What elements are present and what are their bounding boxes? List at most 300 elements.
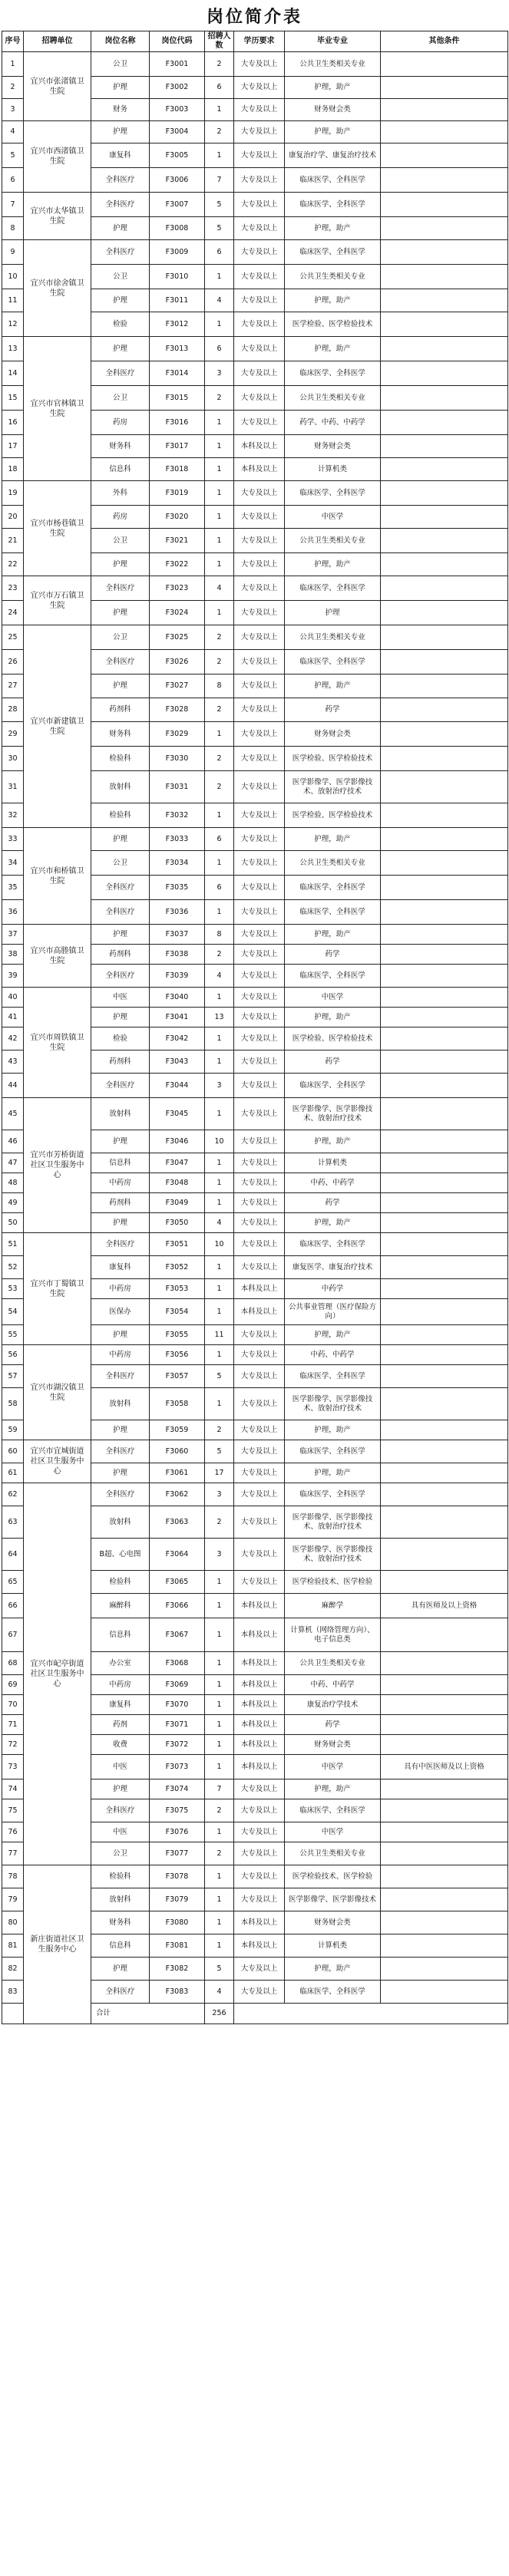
- education-requirement: 大专及以上: [234, 945, 285, 965]
- graduate-major: 医学检验、医学检验技术: [285, 312, 381, 337]
- other-conditions: [381, 52, 508, 77]
- education-requirement: 本科及以上: [234, 435, 285, 458]
- graduate-major: 药学: [285, 1715, 381, 1735]
- education-requirement: 大专及以上: [234, 965, 285, 988]
- row-number: 13: [2, 337, 24, 361]
- other-conditions: [381, 722, 508, 747]
- education-requirement: 大专及以上: [234, 803, 285, 828]
- row-number: 56: [2, 1345, 24, 1365]
- table-row: [2, 576, 508, 601]
- table-row: [2, 52, 508, 77]
- position-code: F3051: [150, 1233, 205, 1256]
- recruit-count: 2: [205, 771, 234, 803]
- recruit-count: 1: [205, 1911, 234, 1934]
- position-code: F3067: [150, 1618, 205, 1652]
- position-code: F3026: [150, 650, 205, 675]
- graduate-major: 医学检验技术、医学检验: [285, 1865, 381, 1888]
- graduate-major: 医学检验、医学检验技术: [285, 803, 381, 828]
- position-name: 放射科: [91, 1888, 150, 1911]
- position-code: F3007: [150, 193, 205, 217]
- position-name: 公卫: [91, 52, 150, 77]
- position-code: F3062: [150, 1483, 205, 1506]
- education-requirement: 大专及以上: [234, 240, 285, 265]
- row-number: 54: [2, 1299, 24, 1325]
- education-requirement: 大专及以上: [234, 506, 285, 529]
- position-name: 全科医疗: [91, 240, 150, 265]
- other-conditions: [381, 481, 508, 506]
- recruit-count: 3: [205, 361, 234, 386]
- table-row: [2, 1865, 508, 1888]
- graduate-major: 护理，助产: [285, 675, 381, 698]
- recruit-count: 5: [205, 193, 234, 217]
- position-name: 康复科: [91, 1695, 150, 1715]
- graduate-major: 医学影像学、医学影像技术、放射治疗技术: [285, 1388, 381, 1420]
- other-conditions: [381, 1008, 508, 1027]
- position-name: 护理: [91, 675, 150, 698]
- position-code: F3078: [150, 1865, 205, 1888]
- other-conditions: [381, 458, 508, 481]
- graduate-major: 公共卫生类相关专业: [285, 265, 381, 289]
- position-code: F3022: [150, 553, 205, 576]
- recruit-count: 1: [205, 553, 234, 576]
- other-conditions: [381, 851, 508, 876]
- graduate-major: 护理，助产: [285, 1463, 381, 1483]
- graduate-major: 药学: [285, 1193, 381, 1213]
- graduate-major: 医学影像学、医学影像技术、放射治疗技术: [285, 1506, 381, 1539]
- row-number: 78: [2, 1865, 24, 1888]
- table-row: [2, 481, 508, 506]
- education-requirement: 大专及以上: [234, 722, 285, 747]
- position-name: 中药房: [91, 1279, 150, 1299]
- header-education: 学历要求: [234, 31, 285, 52]
- graduate-major: 护理，助产: [285, 337, 381, 361]
- row-number: 28: [2, 698, 24, 722]
- row-number: 72: [2, 1735, 24, 1755]
- position-name: 外科: [91, 481, 150, 506]
- graduate-major: 中药、中药学: [285, 1675, 381, 1695]
- other-conditions: [381, 168, 508, 193]
- position-code: F3059: [150, 1420, 205, 1440]
- row-number: 3: [2, 99, 24, 121]
- position-code: F3029: [150, 722, 205, 747]
- graduate-major: 麻醉学: [285, 1594, 381, 1618]
- position-name: 公卫: [91, 851, 150, 876]
- other-conditions: [381, 771, 508, 803]
- position-code: F3075: [150, 1799, 205, 1822]
- graduate-major: 临床医学、全科医学: [285, 1365, 381, 1388]
- recruit-count: 1: [205, 143, 234, 168]
- table-row: [2, 240, 508, 265]
- other-conditions: [381, 1715, 508, 1735]
- position-code: F3045: [150, 1098, 205, 1130]
- graduate-major: 公共卫生类相关专业: [285, 1652, 381, 1675]
- row-number: 63: [2, 1506, 24, 1539]
- recruiting-unit: 宜兴市湖㳇镇卫生院: [24, 1345, 91, 1440]
- row-number: 22: [2, 553, 24, 576]
- recruit-count: 6: [205, 77, 234, 99]
- graduate-major: 中药、中药学: [285, 1345, 381, 1365]
- other-conditions: [381, 1539, 508, 1571]
- row-number: 66: [2, 1594, 24, 1618]
- recruit-count: 1: [205, 1027, 234, 1051]
- position-name: 公卫: [91, 529, 150, 553]
- other-conditions: [381, 386, 508, 411]
- position-name: 全科医疗: [91, 1074, 150, 1098]
- row-number: 27: [2, 675, 24, 698]
- row-number: 36: [2, 900, 24, 925]
- position-name: 护理: [91, 1325, 150, 1345]
- position-code: F3023: [150, 576, 205, 601]
- recruit-count: 2: [205, 52, 234, 77]
- graduate-major: 临床医学、全科医学: [285, 193, 381, 217]
- row-number: 25: [2, 625, 24, 650]
- position-name: 全科医疗: [91, 965, 150, 988]
- graduate-major: 临床医学、全科医学: [285, 1074, 381, 1098]
- other-conditions: 具有中医医师及以上资格: [381, 1755, 508, 1779]
- other-conditions: [381, 1934, 508, 1958]
- position-name: 检验科: [91, 747, 150, 771]
- position-code: F3032: [150, 803, 205, 828]
- other-conditions: [381, 965, 508, 988]
- position-table: [2, 31, 508, 2024]
- recruit-count: 17: [205, 1463, 234, 1483]
- recruit-count: 1: [205, 1571, 234, 1594]
- position-code: F3039: [150, 965, 205, 988]
- other-conditions: [381, 1822, 508, 1842]
- row-number: 68: [2, 1652, 24, 1675]
- row-number: 23: [2, 576, 24, 601]
- page-title: 岗位简介表: [206, 6, 302, 27]
- recruit-count: 1: [205, 900, 234, 925]
- position-code: F3011: [150, 289, 205, 312]
- total-label: 合计: [2, 2004, 205, 2024]
- other-conditions: [381, 1213, 508, 1233]
- graduate-major: 临床医学、全科医学: [285, 240, 381, 265]
- position-name: 放射科: [91, 1098, 150, 1130]
- position-code: F3033: [150, 828, 205, 851]
- education-requirement: 大专及以上: [234, 1420, 285, 1440]
- header-unit: 招聘单位: [24, 31, 91, 52]
- education-requirement: 大专及以上: [234, 1842, 285, 1865]
- education-requirement: 大专及以上: [234, 851, 285, 876]
- recruit-count: 2: [205, 1842, 234, 1865]
- position-code: F3055: [150, 1325, 205, 1345]
- row-number: 62: [2, 1483, 24, 1506]
- position-name: 财务科: [91, 722, 150, 747]
- graduate-major: 护理，助产: [285, 77, 381, 99]
- recruit-count: 1: [205, 312, 234, 337]
- other-conditions: [381, 312, 508, 337]
- row-number: 65: [2, 1571, 24, 1594]
- education-requirement: 大专及以上: [234, 386, 285, 411]
- row-number: 14: [2, 361, 24, 386]
- other-conditions: [381, 1051, 508, 1074]
- graduate-major: 药学: [285, 698, 381, 722]
- position-code: F3060: [150, 1440, 205, 1463]
- recruit-count: 1: [205, 458, 234, 481]
- position-name: 护理: [91, 77, 150, 99]
- graduate-major: 护理，助产: [285, 1420, 381, 1440]
- position-name: 全科医疗: [91, 650, 150, 675]
- recruit-count: 1: [205, 481, 234, 506]
- graduate-major: 临床医学、全科医学: [285, 965, 381, 988]
- position-code: F3002: [150, 77, 205, 99]
- recruit-count: 4: [205, 1981, 234, 2004]
- graduate-major: 医学影像学、医学影像技术: [285, 1888, 381, 1911]
- position-code: F3052: [150, 1256, 205, 1279]
- position-code: F3031: [150, 771, 205, 803]
- position-name: 放射科: [91, 1506, 150, 1539]
- education-requirement: 大专及以上: [234, 1958, 285, 1981]
- education-requirement: 大专及以上: [234, 193, 285, 217]
- position-code: F3001: [150, 52, 205, 77]
- other-conditions: [381, 1074, 508, 1098]
- recruit-count: 1: [205, 435, 234, 458]
- education-requirement: 大专及以上: [234, 1779, 285, 1799]
- recruiting-unit: 宜兴市丁蜀镇卫生院: [24, 1233, 91, 1345]
- other-conditions: [381, 337, 508, 361]
- position-code: F3080: [150, 1911, 205, 1934]
- position-code: F3044: [150, 1074, 205, 1098]
- graduate-major: 公共卫生类相关专业: [285, 386, 381, 411]
- recruiting-unit: 宜兴市西渚镇卫生院: [24, 121, 91, 193]
- recruit-count: 3: [205, 1539, 234, 1571]
- row-number: 1: [2, 52, 24, 77]
- other-conditions: [381, 576, 508, 601]
- row-number: 34: [2, 851, 24, 876]
- row-number: 49: [2, 1193, 24, 1213]
- graduate-major: 临床医学、全科医学: [285, 876, 381, 900]
- position-name: 护理: [91, 217, 150, 240]
- position-name: 护理: [91, 601, 150, 625]
- other-conditions: [381, 1911, 508, 1934]
- education-requirement: 本科及以上: [234, 458, 285, 481]
- education-requirement: 大专及以上: [234, 481, 285, 506]
- graduate-major: 计算机类: [285, 458, 381, 481]
- row-number: 74: [2, 1779, 24, 1799]
- position-name: 全科医疗: [91, 576, 150, 601]
- education-requirement: 大专及以上: [234, 1153, 285, 1173]
- position-code: F3047: [150, 1153, 205, 1173]
- position-code: F3079: [150, 1888, 205, 1911]
- education-requirement: 大专及以上: [234, 529, 285, 553]
- position-name: 公卫: [91, 625, 150, 650]
- other-conditions: [381, 1365, 508, 1388]
- graduate-major: 护理，助产: [285, 217, 381, 240]
- recruit-count: 1: [205, 1051, 234, 1074]
- other-conditions: [381, 1799, 508, 1822]
- total-count: 256: [205, 2004, 234, 2024]
- position-name: 护理: [91, 553, 150, 576]
- education-requirement: 大专及以上: [234, 1130, 285, 1153]
- position-code: F3063: [150, 1506, 205, 1539]
- position-name: 药剂科: [91, 698, 150, 722]
- education-requirement: 大专及以上: [234, 1008, 285, 1027]
- row-number: 35: [2, 876, 24, 900]
- recruit-count: 4: [205, 1213, 234, 1233]
- education-requirement: 大专及以上: [234, 601, 285, 625]
- education-requirement: 大专及以上: [234, 77, 285, 99]
- recruit-count: 8: [205, 925, 234, 945]
- other-conditions: [381, 553, 508, 576]
- other-conditions: [381, 1888, 508, 1911]
- education-requirement: 大专及以上: [234, 1233, 285, 1256]
- education-requirement: 大专及以上: [234, 1506, 285, 1539]
- graduate-major: 中医学: [285, 988, 381, 1008]
- graduate-major: 临床医学、全科医学: [285, 1440, 381, 1463]
- row-number: 61: [2, 1463, 24, 1483]
- recruit-count: 8: [205, 675, 234, 698]
- table-row: [2, 828, 508, 851]
- graduate-major: 财务财会类: [285, 722, 381, 747]
- recruiting-unit: 宜兴市屺亭街道社区卫生服务中心: [24, 1483, 91, 1865]
- header-no: 序号: [2, 31, 24, 52]
- education-requirement: 大专及以上: [234, 1365, 285, 1388]
- row-number: 18: [2, 458, 24, 481]
- position-name: 检验: [91, 312, 150, 337]
- graduate-major: 公共卫生类相关专业: [285, 52, 381, 77]
- position-code: F3009: [150, 240, 205, 265]
- row-number: 53: [2, 1279, 24, 1299]
- row-number: 47: [2, 1153, 24, 1173]
- graduate-major: 临床医学、全科医学: [285, 900, 381, 925]
- position-name: 检验科: [91, 1865, 150, 1888]
- position-name: 公卫: [91, 386, 150, 411]
- position-name: 护理: [91, 337, 150, 361]
- other-conditions: [381, 361, 508, 386]
- position-code: F3073: [150, 1755, 205, 1779]
- position-code: F3043: [150, 1051, 205, 1074]
- education-requirement: 大专及以上: [234, 1981, 285, 2004]
- position-name: 全科医疗: [91, 1981, 150, 2004]
- education-requirement: 大专及以上: [234, 900, 285, 925]
- recruit-count: 1: [205, 1098, 234, 1130]
- graduate-major: 中药、中药学: [285, 1173, 381, 1193]
- recruit-count: 1: [205, 1193, 234, 1213]
- education-requirement: 大专及以上: [234, 121, 285, 143]
- row-number: 10: [2, 265, 24, 289]
- table-row: [2, 1440, 508, 1463]
- graduate-major: 医学影像学、医学影像技术、放射治疗技术: [285, 1539, 381, 1571]
- education-requirement: 大专及以上: [234, 1256, 285, 1279]
- other-conditions: [381, 1842, 508, 1865]
- recruit-count: 5: [205, 1958, 234, 1981]
- education-requirement: 大专及以上: [234, 675, 285, 698]
- position-name: 检验科: [91, 1571, 150, 1594]
- other-conditions: [381, 1279, 508, 1299]
- row-number: 2: [2, 77, 24, 99]
- row-number: 59: [2, 1420, 24, 1440]
- row-number: 67: [2, 1618, 24, 1652]
- recruit-count: 10: [205, 1130, 234, 1153]
- graduate-major: 护理，助产: [285, 1958, 381, 1981]
- other-conditions: [381, 1299, 508, 1325]
- graduate-major: 药学: [285, 1051, 381, 1074]
- other-conditions: [381, 900, 508, 925]
- row-number: 6: [2, 168, 24, 193]
- recruit-count: 2: [205, 625, 234, 650]
- recruit-count: 6: [205, 240, 234, 265]
- position-code: F3012: [150, 312, 205, 337]
- position-code: F3066: [150, 1594, 205, 1618]
- other-conditions: [381, 988, 508, 1008]
- position-name: 全科医疗: [91, 1365, 150, 1388]
- graduate-major: 护理，助产: [285, 1779, 381, 1799]
- other-conditions: [381, 803, 508, 828]
- graduate-major: 公共事业管理（医疗保险方向）: [285, 1299, 381, 1325]
- other-conditions: [381, 1463, 508, 1483]
- position-name: 检验: [91, 1027, 150, 1051]
- graduate-major: 临床医学、全科医学: [285, 361, 381, 386]
- position-name: 护理: [91, 1779, 150, 1799]
- position-code: F3042: [150, 1027, 205, 1051]
- position-code: F3020: [150, 506, 205, 529]
- other-conditions: [381, 1779, 508, 1799]
- recruit-count: 1: [205, 1675, 234, 1695]
- position-code: F3056: [150, 1345, 205, 1365]
- row-number: 44: [2, 1074, 24, 1098]
- position-name: 财务科: [91, 435, 150, 458]
- recruit-count: 1: [205, 1153, 234, 1173]
- other-conditions: [381, 1345, 508, 1365]
- row-number: 40: [2, 988, 24, 1008]
- graduate-major: 护理，助产: [285, 553, 381, 576]
- recruit-count: 1: [205, 1256, 234, 1279]
- education-requirement: 大专及以上: [234, 1888, 285, 1911]
- position-name: 药剂: [91, 1715, 150, 1735]
- recruiting-unit: 宜兴市周铁镇卫生院: [24, 988, 91, 1098]
- position-code: F3014: [150, 361, 205, 386]
- row-number: 12: [2, 312, 24, 337]
- graduate-major: 医学检验、医学检验技术: [285, 747, 381, 771]
- recruit-count: 7: [205, 168, 234, 193]
- row-number: 42: [2, 1027, 24, 1051]
- graduate-major: 计算机类: [285, 1934, 381, 1958]
- row-number: 46: [2, 1130, 24, 1153]
- table-row: [2, 988, 508, 1008]
- recruit-count: 2: [205, 698, 234, 722]
- position-name: 中药房: [91, 1173, 150, 1193]
- other-conditions: [381, 217, 508, 240]
- education-requirement: 大专及以上: [234, 576, 285, 601]
- position-code: F3028: [150, 698, 205, 722]
- education-requirement: 大专及以上: [234, 143, 285, 168]
- row-number: 24: [2, 601, 24, 625]
- position-code: F3006: [150, 168, 205, 193]
- table-row: [2, 1098, 508, 1130]
- position-code: F3050: [150, 1213, 205, 1233]
- education-requirement: 大专及以上: [234, 1483, 285, 1506]
- row-number: 79: [2, 1888, 24, 1911]
- education-requirement: 大专及以上: [234, 99, 285, 121]
- recruit-count: 4: [205, 289, 234, 312]
- recruit-count: 1: [205, 265, 234, 289]
- position-code: F3017: [150, 435, 205, 458]
- recruit-count: 1: [205, 506, 234, 529]
- education-requirement: 大专及以上: [234, 925, 285, 945]
- graduate-major: 医学影像学、医学影像技术、放射治疗技术: [285, 771, 381, 803]
- position-code: F3053: [150, 1279, 205, 1299]
- other-conditions: [381, 1440, 508, 1463]
- recruit-count: 2: [205, 1506, 234, 1539]
- other-conditions: [381, 1652, 508, 1675]
- row-number: 33: [2, 828, 24, 851]
- position-code: F3003: [150, 99, 205, 121]
- position-code: F3070: [150, 1695, 205, 1715]
- position-code: F3082: [150, 1958, 205, 1981]
- recruit-count: 1: [205, 988, 234, 1008]
- position-name: 护理: [91, 1130, 150, 1153]
